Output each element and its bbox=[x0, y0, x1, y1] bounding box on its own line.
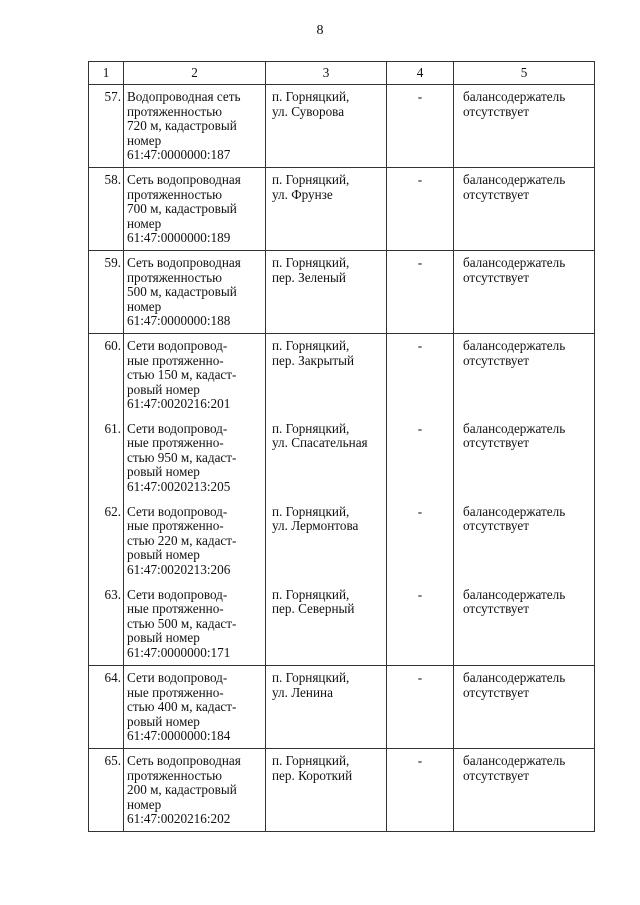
description-line: 61:47:0000000:189 bbox=[127, 230, 231, 246]
balance-holder bbox=[454, 500, 595, 583]
description-line: Сети водопровод- bbox=[127, 586, 228, 602]
column-4-value: - bbox=[387, 583, 454, 666]
description-line: 61:47:0020213:205 bbox=[127, 478, 231, 494]
object-address bbox=[266, 417, 387, 500]
address-line: п. Горняцкий, bbox=[272, 420, 350, 436]
row-number: 65. bbox=[89, 749, 124, 832]
table-row bbox=[89, 85, 595, 168]
holder-line: балансодержатель bbox=[463, 172, 566, 187]
object-address bbox=[266, 666, 387, 749]
description-line: Сети водопровод- bbox=[127, 670, 228, 685]
holder-line: балансодержатель bbox=[463, 670, 566, 685]
description-line: протяженностью bbox=[127, 767, 223, 783]
address-line: п. Горняцкий, bbox=[272, 338, 350, 353]
object-address bbox=[266, 500, 387, 583]
address-line: п. Горняцкий, bbox=[272, 89, 350, 104]
holder-line: отсутствует bbox=[463, 518, 529, 534]
description-line: ровый номер bbox=[127, 547, 200, 563]
table-row bbox=[89, 500, 595, 583]
row-number: 63. bbox=[89, 583, 124, 666]
address-line: ул. Ленина bbox=[272, 684, 333, 700]
page-number: 8 bbox=[316, 23, 324, 38]
balance-holder bbox=[454, 666, 595, 749]
address-line: п. Горняцкий, bbox=[272, 753, 350, 768]
description-line: Сети водопровод- bbox=[127, 420, 228, 436]
balance-holder bbox=[454, 334, 595, 417]
description-line: 200 м, кадастровый bbox=[127, 782, 237, 798]
description-line: 500 м, кадастровый bbox=[127, 284, 237, 300]
address-line: пер. Короткий bbox=[272, 767, 353, 783]
address-line: пер. Зеленый bbox=[272, 269, 346, 285]
object-description bbox=[124, 251, 266, 334]
description-line: Сеть водопроводная bbox=[127, 172, 241, 187]
object-description bbox=[124, 168, 266, 251]
row-number: 59. bbox=[89, 251, 124, 334]
balance-holder bbox=[454, 251, 595, 334]
balance-holder bbox=[454, 85, 595, 168]
description-line: номер bbox=[127, 298, 162, 314]
balance-holder bbox=[454, 417, 595, 500]
address-line: пер. Закрытый bbox=[272, 352, 355, 368]
object-address bbox=[266, 168, 387, 251]
table-row bbox=[89, 334, 595, 417]
holder-line: отсутствует bbox=[463, 767, 529, 783]
description-line: ровый номер bbox=[127, 381, 200, 397]
description-line: ные протяженно- bbox=[127, 601, 224, 617]
description-line: протяженностью bbox=[127, 186, 223, 202]
description-line: стью 400 м, кадаст- bbox=[127, 699, 237, 715]
column-4-value: - bbox=[387, 500, 454, 583]
description-line: 61:47:0020216:202 bbox=[127, 811, 231, 827]
holder-line: отсутствует bbox=[463, 269, 529, 285]
holder-line: отсутствует bbox=[463, 352, 529, 368]
header-col-1: 1 bbox=[89, 62, 124, 85]
description-line: ные протяженно- bbox=[127, 684, 224, 700]
table-row bbox=[89, 417, 595, 500]
address-line: п. Горняцкий, bbox=[272, 503, 350, 519]
object-address bbox=[266, 334, 387, 417]
header-col-3: 3 bbox=[266, 62, 387, 85]
holder-line: отсутствует bbox=[463, 103, 529, 119]
object-address bbox=[266, 583, 387, 666]
holder-line: балансодержатель bbox=[463, 420, 566, 436]
address-line: ул. Суворова bbox=[272, 103, 345, 119]
holder-line: балансодержатель bbox=[463, 338, 566, 353]
holder-line: балансодержатель bbox=[463, 586, 566, 602]
description-line: 61:47:0020213:206 bbox=[127, 561, 231, 577]
column-4-value: - bbox=[387, 168, 454, 251]
description-line: 720 м, кадастровый bbox=[127, 118, 237, 134]
description-line: Сеть водопроводная bbox=[127, 255, 241, 270]
description-line: стью 950 м, кадаст- bbox=[127, 449, 237, 465]
holder-line: балансодержатель bbox=[463, 503, 566, 519]
description-line: стью 150 м, кадаст- bbox=[127, 367, 237, 383]
object-address bbox=[266, 85, 387, 168]
column-4-value: - bbox=[387, 334, 454, 417]
address-line: п. Горняцкий, bbox=[272, 670, 350, 685]
object-description bbox=[124, 334, 266, 417]
table-row bbox=[89, 168, 595, 251]
description-line: Сети водопровод- bbox=[127, 503, 228, 519]
holder-line: балансодержатель bbox=[463, 255, 566, 270]
description-line: Сеть водопроводная bbox=[127, 753, 241, 768]
description-line: стью 220 м, кадаст- bbox=[127, 532, 237, 548]
holder-line: отсутствует bbox=[463, 601, 529, 617]
address-line: пер. Северный bbox=[272, 601, 355, 617]
holder-line: отсутствует bbox=[463, 435, 529, 451]
row-number: 60. bbox=[89, 334, 124, 417]
object-description bbox=[124, 666, 266, 749]
row-number: 57. bbox=[89, 85, 124, 168]
address-line: п. Горняцкий, bbox=[272, 172, 350, 187]
object-description bbox=[124, 500, 266, 583]
table-row bbox=[89, 666, 595, 749]
address-line: ул. Фрунзе bbox=[272, 186, 333, 202]
description-line: протяженностью bbox=[127, 103, 223, 119]
description-line: номер bbox=[127, 132, 162, 148]
column-4-value: - bbox=[387, 749, 454, 832]
address-line: п. Горняцкий, bbox=[272, 255, 350, 270]
description-line: номер bbox=[127, 215, 162, 231]
description-line: 61:47:0000000:188 bbox=[127, 313, 231, 329]
object-description bbox=[124, 85, 266, 168]
address-line: ул. Спасательная bbox=[272, 435, 368, 451]
description-line: 61:47:0020216:201 bbox=[127, 396, 231, 412]
description-line: Сети водопровод- bbox=[127, 338, 228, 353]
object-address bbox=[266, 749, 387, 832]
description-line: 61:47:0000000:187 bbox=[127, 147, 231, 163]
holder-line: отсутствует bbox=[463, 186, 529, 202]
column-4-value: - bbox=[387, 666, 454, 749]
holder-line: отсутствует bbox=[463, 684, 529, 700]
object-description bbox=[124, 583, 266, 666]
description-line: стью 500 м, кадаст- bbox=[127, 615, 237, 631]
header-col-4: 4 bbox=[387, 62, 454, 85]
balance-holder bbox=[454, 168, 595, 251]
table-row bbox=[89, 749, 595, 832]
header-col-2: 2 bbox=[124, 62, 266, 85]
object-description bbox=[124, 749, 266, 832]
address-line: ул. Лермонтова bbox=[272, 518, 359, 534]
table-row bbox=[89, 251, 595, 334]
holder-line: балансодержатель bbox=[463, 753, 566, 768]
description-line: 700 м, кадастровый bbox=[127, 201, 237, 217]
row-number: 58. bbox=[89, 168, 124, 251]
description-line: ровый номер bbox=[127, 713, 200, 729]
description-line: ные протяженно- bbox=[127, 352, 224, 368]
holder-line: балансодержатель bbox=[463, 89, 566, 104]
row-number: 64. bbox=[89, 666, 124, 749]
description-line: 61:47:0000000:184 bbox=[127, 728, 231, 744]
description-line: ровый номер bbox=[127, 630, 200, 646]
column-4-value: - bbox=[387, 417, 454, 500]
description-line: протяженностью bbox=[127, 269, 223, 285]
row-number: 61. bbox=[89, 417, 124, 500]
description-line: номер bbox=[127, 796, 162, 812]
header-row bbox=[89, 62, 595, 85]
table-row bbox=[89, 583, 595, 666]
address-line: п. Горняцкий, bbox=[272, 586, 350, 602]
column-4-value: - bbox=[387, 85, 454, 168]
header-col-5: 5 bbox=[454, 62, 595, 85]
column-4-value: - bbox=[387, 251, 454, 334]
balance-holder bbox=[454, 749, 595, 832]
description-line: ные протяженно- bbox=[127, 518, 224, 534]
description-line: ные протяженно- bbox=[127, 435, 224, 451]
object-description bbox=[124, 417, 266, 500]
row-number: 62. bbox=[89, 500, 124, 583]
description-line: ровый номер bbox=[127, 464, 200, 480]
description-line: 61:47:0000000:171 bbox=[127, 644, 231, 660]
property-table bbox=[88, 61, 595, 832]
balance-holder bbox=[454, 583, 595, 666]
description-line: Водопроводная сеть bbox=[127, 89, 241, 104]
object-address bbox=[266, 251, 387, 334]
